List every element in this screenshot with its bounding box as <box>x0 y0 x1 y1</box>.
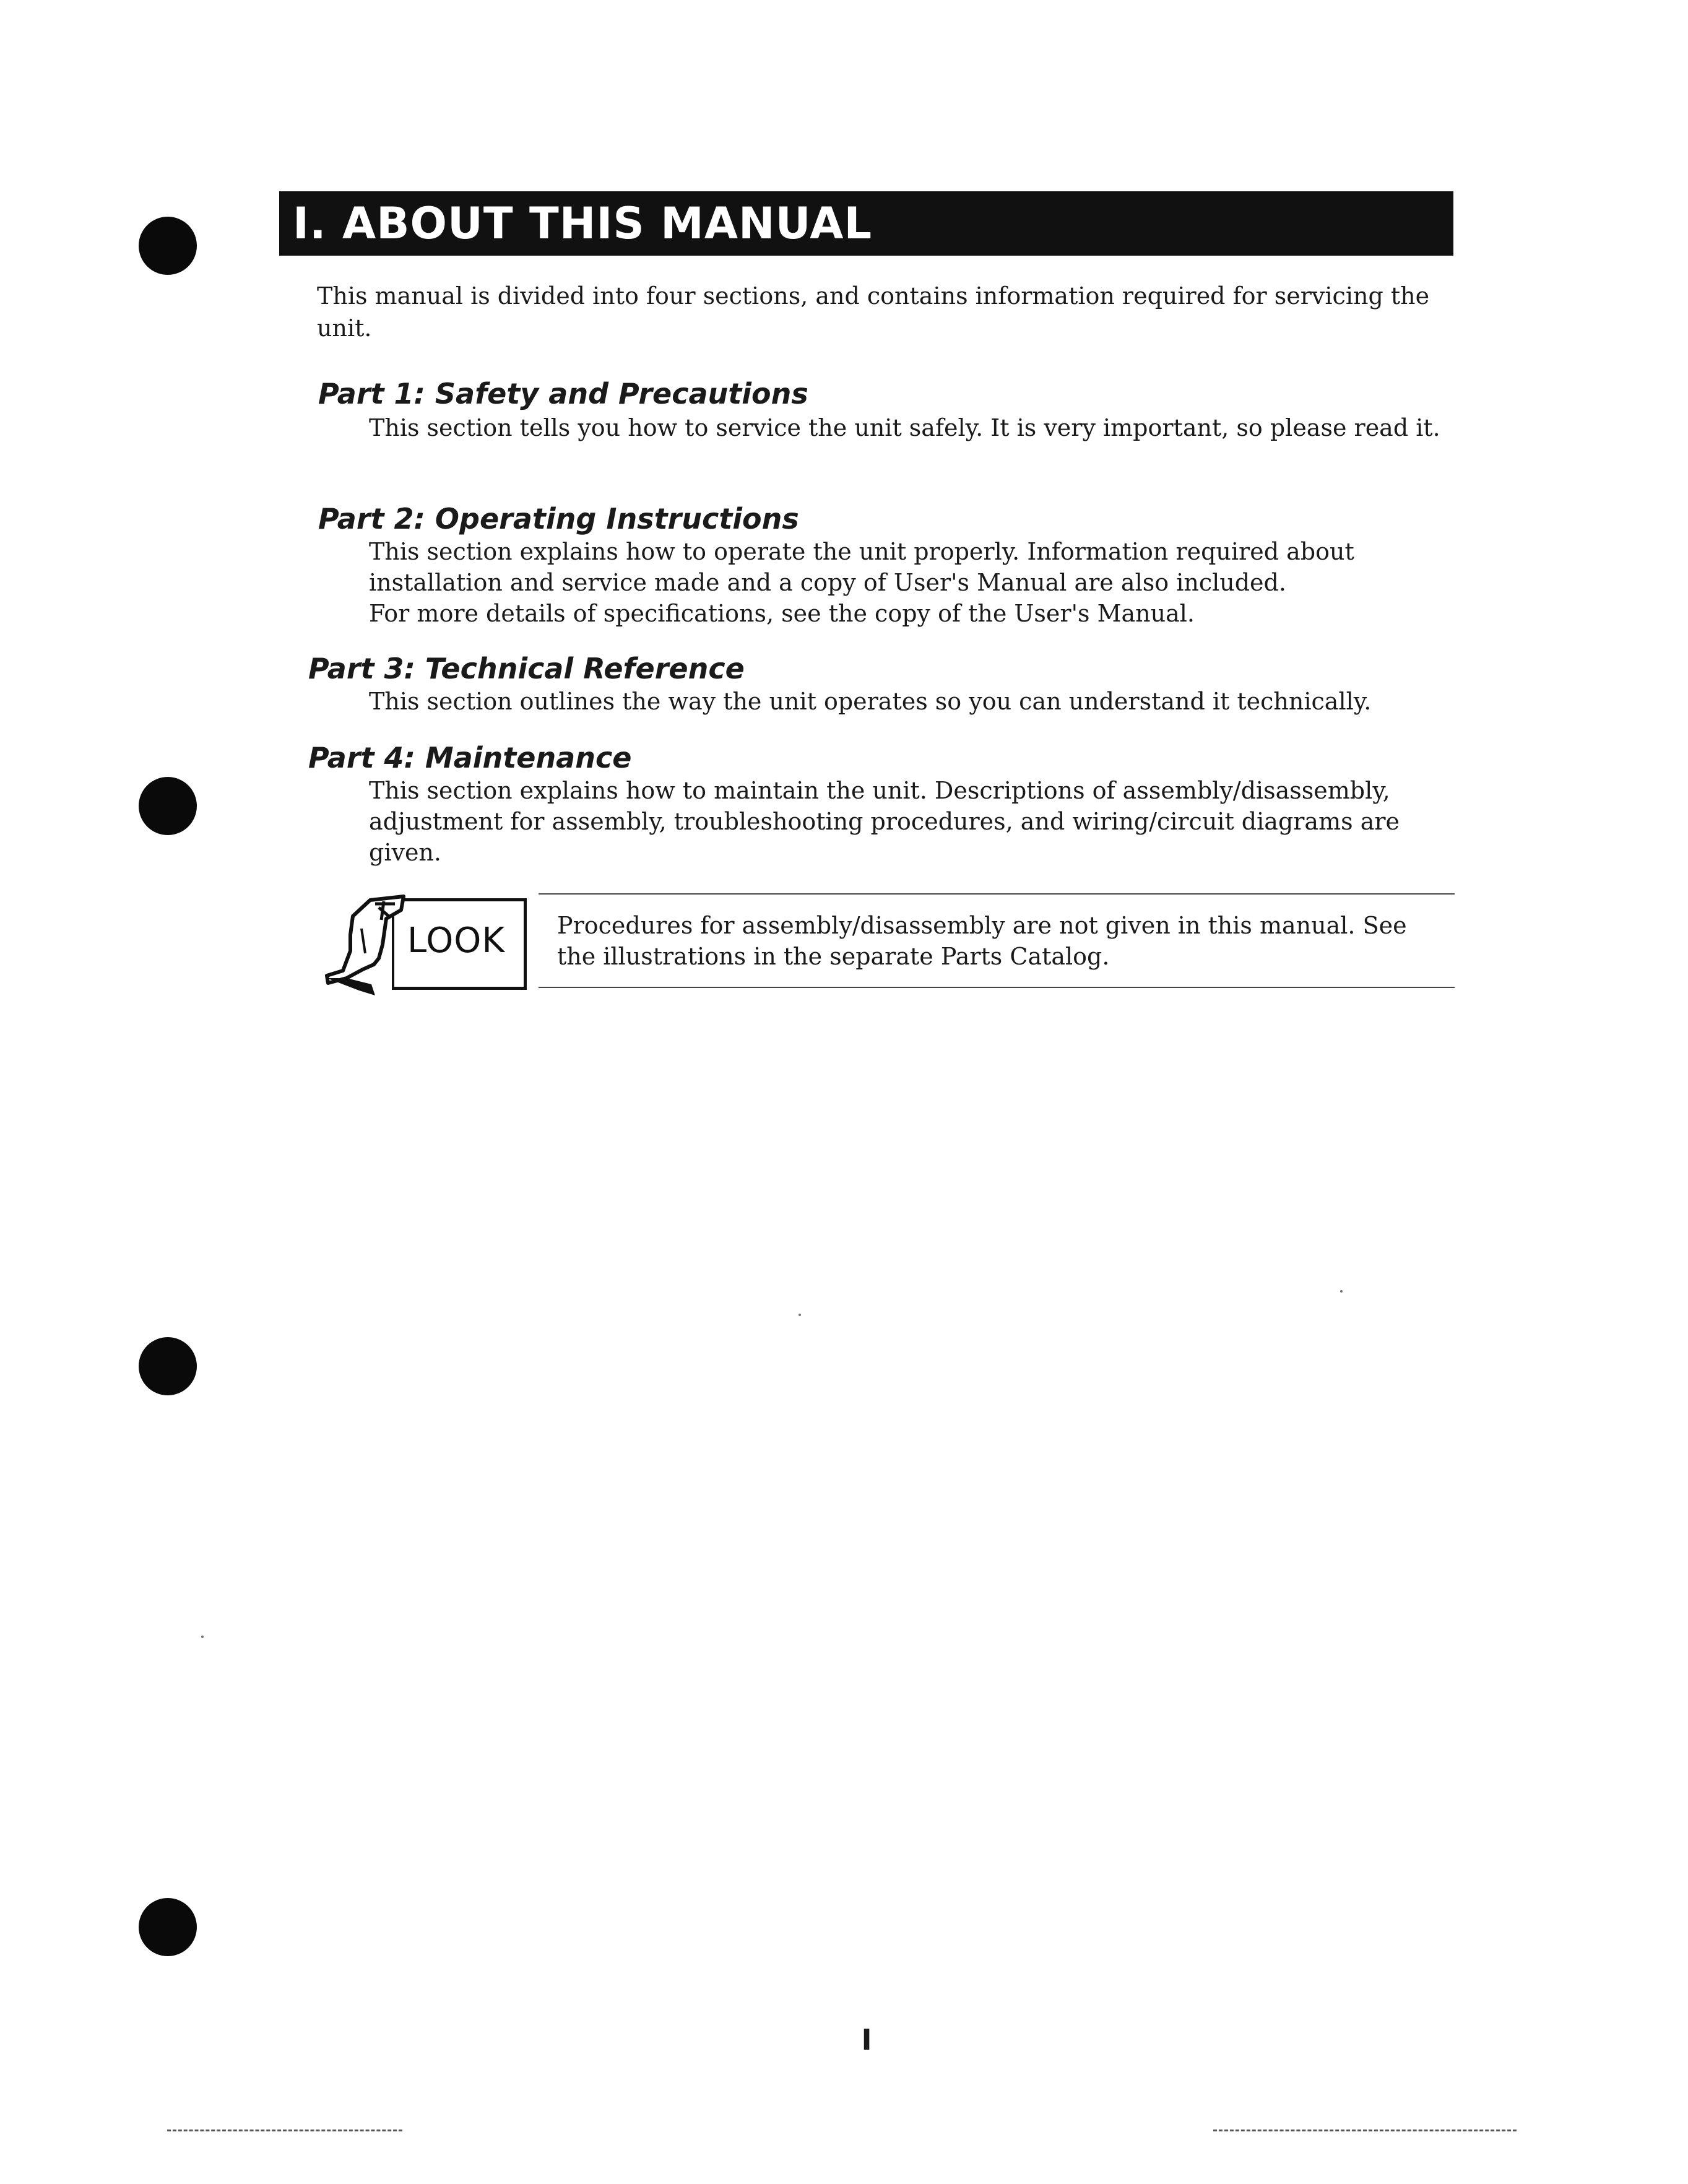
part-4-heading: Part 4: Maintenance <box>308 741 632 774</box>
part-1-body: This section tells you how to service the unit safely. It is very important, so please read it. <box>369 414 1440 441</box>
look-label: LOOK <box>407 921 506 961</box>
punch-hole-4 <box>139 1898 197 1956</box>
look-note-bottom-rule <box>539 987 1455 988</box>
scan-speck <box>1340 1290 1343 1293</box>
part-2-body: This section explains how to operate the unit properly. Information required about installation and service made and a copy of User's Manual are also included. <box>369 538 1354 596</box>
punch-hole-3 <box>139 1337 197 1395</box>
part-3-heading: Part 3: Technical Reference <box>308 652 745 685</box>
look-note-top-rule <box>539 893 1455 895</box>
scan-speck <box>799 1314 801 1316</box>
intro-paragraph: This manual is divided into four sections, and contains information required for servicing the unit. <box>317 282 1430 342</box>
punch-hole-1 <box>139 217 197 275</box>
pointing-hand-icon <box>322 891 421 997</box>
part-2-body-note: For more details of specifications, see the copy of the User's Manual. <box>369 600 1195 627</box>
scan-speck <box>201 1636 204 1638</box>
scan-artifact-left <box>167 2130 402 2131</box>
part-3-body: This section outlines the way the unit operates so you can understand it technically. <box>369 688 1372 715</box>
punch-hole-2 <box>139 777 197 835</box>
scan-artifact-right <box>1213 2130 1517 2131</box>
page-number: I <box>861 2023 872 2056</box>
part-4-body: This section explains how to maintain the unit. Descriptions of assembly/disassembly, adjustment for assembly, troubleshooting procedures, and wiring/circuit diagrams are given. <box>369 777 1400 866</box>
part-1-heading: Part 1: Safety and Precautions <box>318 377 808 410</box>
look-note-text: Procedures for assembly/disassembly are not given in this manual. See the illustrations in the separate Parts Catalog. <box>557 912 1407 970</box>
part-2-heading: Part 2: Operating Instructions <box>318 502 799 535</box>
page-title: I. ABOUT THIS MANUAL <box>279 191 1453 256</box>
